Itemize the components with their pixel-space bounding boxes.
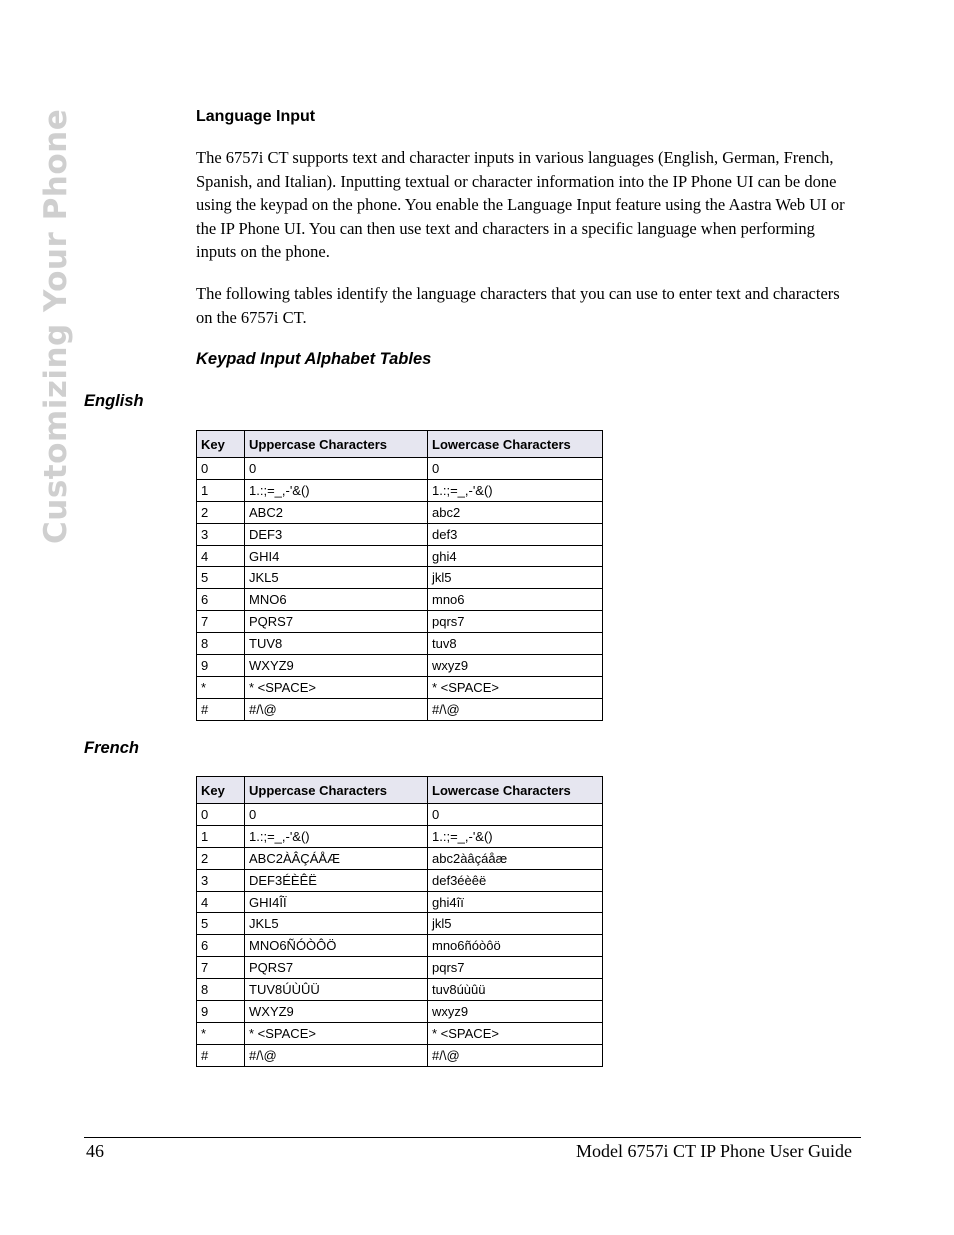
key-cell: 5 — [197, 567, 245, 589]
uppercase-cell: ABC2ÀÂÇÁÅÆ — [245, 847, 428, 869]
key-cell: 8 — [197, 633, 245, 655]
uppercase-cell: PQRS7 — [245, 957, 428, 979]
lowercase-cell: #/\@ — [428, 1044, 603, 1066]
table-row — [197, 957, 603, 979]
uppercase-cell: MNO6 — [245, 589, 428, 611]
table-row — [197, 523, 603, 545]
table-row — [197, 676, 603, 698]
table-row — [197, 1044, 603, 1066]
key-cell: 4 — [197, 545, 245, 567]
french-heading: French — [84, 739, 140, 757]
key-cell: 6 — [197, 935, 245, 957]
key-cell: 8 — [197, 979, 245, 1001]
uppercase-cell: TUV8ÚÙÛÜ — [245, 979, 428, 1001]
uppercase-cell: DEF3ÉÈÊË — [245, 869, 428, 891]
key-cell: 9 — [197, 1001, 245, 1023]
key-cell: # — [197, 1044, 245, 1066]
lowercase-cell: 1.:;=_,-'&() — [428, 825, 603, 847]
lowercase-cell: tuv8úùûü — [428, 979, 603, 1001]
english-heading: English — [84, 392, 144, 410]
table-row — [197, 825, 603, 847]
uppercase-cell: ABC2 — [245, 501, 428, 523]
uppercase-cell: TUV8 — [245, 633, 428, 655]
lowercase-cell: 0 — [428, 458, 603, 480]
table-header-row — [197, 777, 603, 804]
tables-intro-paragraph: The following tables identify the language characters that you can use to enter text and characters on the 6757i CT. — [196, 284, 840, 327]
header-key: Key — [197, 431, 245, 458]
lowercase-cell: abc2àâçáåæ — [428, 847, 603, 869]
table-row — [197, 698, 603, 720]
key-cell: 3 — [197, 523, 245, 545]
uppercase-cell: #/\@ — [245, 698, 428, 720]
uppercase-cell: JKL5 — [245, 913, 428, 935]
key-cell: 5 — [197, 913, 245, 935]
uppercase-cell: #/\@ — [245, 1044, 428, 1066]
table-row — [197, 458, 603, 480]
uppercase-cell: WXYZ9 — [245, 1001, 428, 1023]
table-row — [197, 655, 603, 677]
table-row — [197, 913, 603, 935]
key-cell: # — [197, 698, 245, 720]
table-row — [197, 589, 603, 611]
header-uppercase: Uppercase Characters — [245, 431, 428, 458]
lowercase-cell: wxyz9 — [428, 655, 603, 677]
lowercase-cell: * <SPACE> — [428, 676, 603, 698]
english-table-body — [197, 458, 603, 721]
key-cell: 7 — [197, 957, 245, 979]
uppercase-cell: 0 — [245, 804, 428, 826]
key-cell: 1 — [197, 825, 245, 847]
key-cell: 2 — [197, 847, 245, 869]
lowercase-cell: def3éèêë — [428, 869, 603, 891]
lowercase-cell: ghi4îï — [428, 891, 603, 913]
lowercase-cell: pqrs7 — [428, 611, 603, 633]
uppercase-cell: PQRS7 — [245, 611, 428, 633]
lowercase-cell: 0 — [428, 804, 603, 826]
table-row — [197, 804, 603, 826]
uppercase-cell: 1.:;=_,-'&() — [245, 825, 428, 847]
keypad-tables-heading: Keypad Input Alphabet Tables — [196, 350, 432, 368]
page-number: 46 — [86, 1141, 104, 1161]
key-cell: 6 — [197, 589, 245, 611]
table-row — [197, 979, 603, 1001]
footer-doc-title: Model 6757i CT IP Phone User Guide — [576, 1141, 852, 1161]
lowercase-cell: mno6 — [428, 589, 603, 611]
french-keypad-table — [196, 776, 603, 1067]
table-row — [197, 869, 603, 891]
lowercase-cell: ghi4 — [428, 545, 603, 567]
table-row — [197, 633, 603, 655]
table-row — [197, 847, 603, 869]
header-lowercase: Lowercase Characters — [428, 777, 603, 804]
uppercase-cell: * <SPACE> — [245, 1022, 428, 1044]
key-cell: * — [197, 1022, 245, 1044]
header-key: Key — [197, 777, 245, 804]
lowercase-cell: jkl5 — [428, 913, 603, 935]
section-heading: Language Input — [196, 108, 316, 125]
key-cell: 7 — [197, 611, 245, 633]
lowercase-cell: abc2 — [428, 501, 603, 523]
footer-divider — [84, 1137, 861, 1138]
lowercase-cell: def3 — [428, 523, 603, 545]
table-row — [197, 611, 603, 633]
intro-paragraph: The 6757i CT supports text and character inputs in various languages (English, German, French, Spanish, and Italian). Inputting textual or character information into the IP Phone UI can be done using the keypad on the phone. You enable the Language Input feature using the Aastra Web UI or the IP Phone UI. You can then use text and characters in a specific language when performing inputs on the phone. — [196, 148, 845, 262]
uppercase-cell: MNO6ÑÓÒÔÖ — [245, 935, 428, 957]
table-row — [197, 567, 603, 589]
uppercase-cell: 1.:;=_,-'&() — [245, 479, 428, 501]
lowercase-cell: 1.:;=_,-'&() — [428, 479, 603, 501]
table-header-row — [197, 431, 603, 458]
lowercase-cell: pqrs7 — [428, 957, 603, 979]
key-cell: 2 — [197, 501, 245, 523]
lowercase-cell: tuv8 — [428, 633, 603, 655]
key-cell: * — [197, 676, 245, 698]
lowercase-cell: * <SPACE> — [428, 1022, 603, 1044]
key-cell: 1 — [197, 479, 245, 501]
key-cell: 0 — [197, 458, 245, 480]
table-row — [197, 891, 603, 913]
header-uppercase: Uppercase Characters — [245, 777, 428, 804]
table-row — [197, 545, 603, 567]
table-row — [197, 1022, 603, 1044]
key-cell: 0 — [197, 804, 245, 826]
table-row — [197, 501, 603, 523]
key-cell: 4 — [197, 891, 245, 913]
uppercase-cell: GHI4 — [245, 545, 428, 567]
uppercase-cell: GHI4ÎÏ — [245, 891, 428, 913]
table-row — [197, 935, 603, 957]
table-row — [197, 479, 603, 501]
uppercase-cell: 0 — [245, 458, 428, 480]
uppercase-cell: JKL5 — [245, 567, 428, 589]
uppercase-cell: * <SPACE> — [245, 676, 428, 698]
key-cell: 9 — [197, 655, 245, 677]
french-table-body — [197, 804, 603, 1067]
english-keypad-table — [196, 430, 603, 721]
uppercase-cell: DEF3 — [245, 523, 428, 545]
header-lowercase: Lowercase Characters — [428, 431, 603, 458]
lowercase-cell: mno6ñóòôö — [428, 935, 603, 957]
lowercase-cell: #/\@ — [428, 698, 603, 720]
lowercase-cell: jkl5 — [428, 567, 603, 589]
uppercase-cell: WXYZ9 — [245, 655, 428, 677]
key-cell: 3 — [197, 869, 245, 891]
lowercase-cell: wxyz9 — [428, 1001, 603, 1023]
table-row — [197, 1001, 603, 1023]
chapter-side-tab: Customizing Your Phone — [38, 108, 74, 544]
